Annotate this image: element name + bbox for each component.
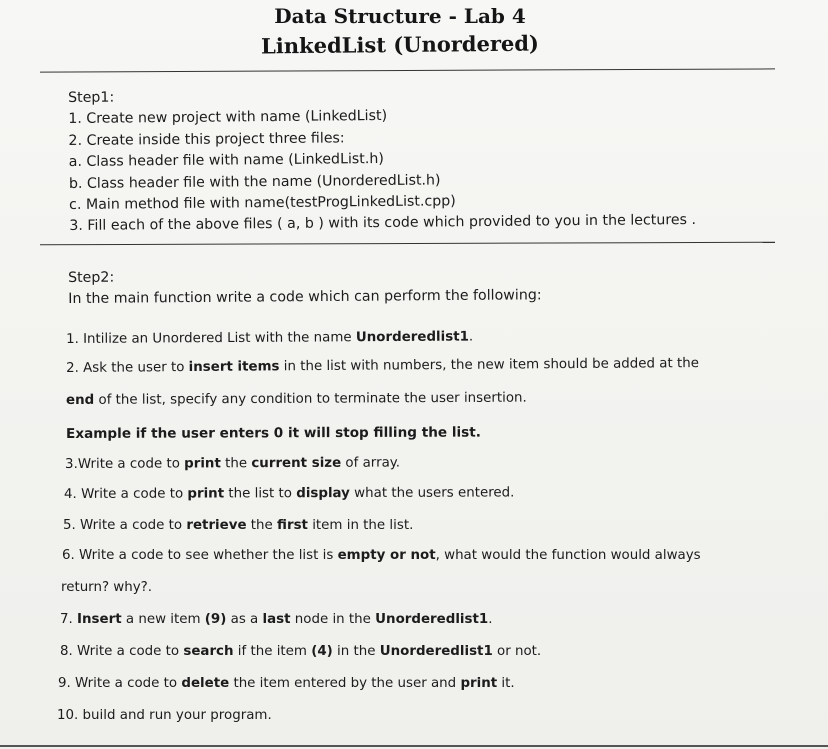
task-text: 6. Write a code to see whether the list is [62, 548, 338, 563]
task-text: 9. Write a code to [58, 676, 182, 691]
task-emphasis: search [183, 644, 234, 659]
task-text: the [220, 456, 252, 472]
task-emphasis: retrieve [186, 518, 247, 533]
task-text: in the list with numbers, the new item should be added at the [279, 356, 700, 375]
task-item-4 [64, 485, 514, 502]
task-emphasis: first [277, 518, 308, 533]
step1-line: 3. Fill each of the above files ( a, b ) with its code which provided to you in the lectures . [69, 212, 697, 235]
task-emphasis: (9) [204, 612, 227, 627]
task-emphasis: Unorderedlist1 [355, 329, 469, 346]
step1-line: 1. Create new project with name (LinkedList) [68, 108, 388, 128]
task-emphasis: end [66, 392, 95, 408]
task-text: 2. Ask the user to [66, 360, 189, 376]
step1-line: 2. Create inside this project three files: [68, 130, 345, 149]
task-item-6-continued: return? why?. [61, 580, 153, 595]
task-item-2 [66, 356, 699, 376]
step2-intro: In the main function write a code which can perform the following: [68, 287, 542, 307]
task-text: 8. Write a code to [60, 644, 184, 659]
task-text: . [488, 612, 493, 627]
task-text: 1. Intilize an Unordered List with the name [66, 330, 356, 347]
task-emphasis: Insert [77, 612, 122, 627]
task-item-9 [58, 676, 515, 691]
task-text: 7. [60, 612, 78, 627]
task-text: the list to [224, 486, 297, 502]
task-emphasis: last [262, 612, 291, 627]
document-subtitle: LinkedList (Unordered) [260, 30, 540, 59]
task-item-1 [66, 330, 473, 347]
task-text: in the [332, 644, 380, 659]
task-item-5 [63, 518, 413, 533]
task-emphasis: delete [181, 676, 230, 691]
task-item-3 [65, 456, 400, 472]
task-text: a new item [121, 612, 205, 627]
step1-line: a. Class header file with name (LinkedList.h) [68, 151, 384, 171]
task-text: 5. Write a code to [63, 518, 187, 533]
step1-line: c. Main method file with name(testProgLinkedList.cpp) [69, 193, 456, 214]
divider-bottom [0, 745, 828, 747]
task-item-7 [60, 612, 492, 627]
step1-line: b. Class header file with the name (UnorderedList.h) [68, 172, 441, 192]
task-text: as a [226, 612, 263, 627]
task-item-6 [62, 548, 701, 563]
step2-heading: Step2: [68, 269, 115, 286]
task-text: of the list, specify any condition to terminate the user insertion. [94, 390, 527, 408]
task-text: the item entered by the user and [229, 676, 461, 691]
task-emphasis: insert items [188, 359, 280, 376]
task-text: 3.Write a code to [65, 456, 185, 472]
task-emphasis: print [187, 486, 225, 502]
task-text: the [246, 518, 278, 533]
task-emphasis: display [296, 486, 350, 502]
step1-heading: Step1: [68, 89, 115, 106]
task-text: item in the list. [307, 518, 414, 533]
task-text: or not. [492, 644, 542, 659]
task-text: 4. Write a code to [64, 486, 188, 502]
task-item-2-continued [66, 391, 527, 408]
task-item-10: 10. build and run your program. [57, 708, 272, 723]
task-example: Example if the user enters 0 it will stop filling the list. [66, 424, 481, 442]
task-text: of array. [341, 455, 401, 471]
task-emphasis: current size [251, 455, 342, 472]
task-emphasis: print [184, 456, 221, 472]
task-text: it. [497, 676, 515, 691]
task-text: what the users entered. [349, 485, 515, 502]
task-emphasis: (4) [311, 644, 333, 659]
document-title: Data Structure - Lab 4 [274, 4, 526, 28]
task-text: if the item [233, 644, 312, 659]
task-item-8 [60, 644, 541, 659]
task-emphasis: Unorderedlist1 [375, 612, 489, 627]
task-text: node in the [290, 612, 376, 627]
task-emphasis: empty or not [337, 548, 436, 563]
task-text: , what would the function would always [435, 548, 701, 563]
task-emphasis: print [460, 676, 498, 691]
task-emphasis: Unorderedlist1 [379, 644, 493, 659]
task-text: . [468, 329, 474, 345]
